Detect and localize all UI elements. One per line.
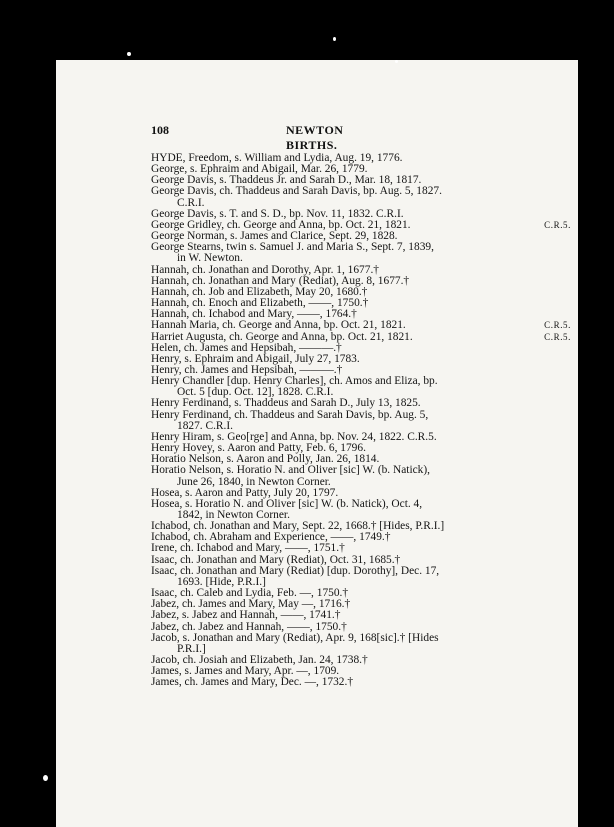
record-text: Hannah, ch. Jonathan and Mary (Rediat), Aug. 8, 1677.† (151, 274, 410, 287)
record-continuation: in W. Newton. (177, 252, 243, 265)
record-source: C.R.5. (544, 331, 571, 342)
record-entry (151, 566, 571, 588)
record-text: Hannah, ch. Jonathan and Dorothy, Apr. 1, 1677.† (151, 263, 379, 276)
record-text: George Davis, s. T. and S. D., bp. Nov. 11, 1832. C.R.I. (151, 207, 404, 220)
record-text: Henry, ch. James and Hepsibah, ———.† (151, 363, 343, 376)
scan-speck (43, 775, 48, 781)
record-continuation: 1827. C.R.I. (177, 419, 234, 432)
record-text: HYDE, Freedom, s. William and Lydia, Aug. 19, 1776. (151, 152, 403, 164)
record-source: C.R.5. (544, 219, 571, 230)
record-text: George Gridley, ch. George and Anna, bp. Oct. 21, 1821. (151, 218, 411, 231)
record-text: George Davis, ch. Thaddeus and Sarah Davis, bp. Aug. 5, 1827. (151, 185, 442, 198)
record-entry (151, 677, 571, 688)
record-text: Isaac, ch. Caleb and Lydia, Feb. —, 1750.† (151, 587, 349, 600)
birth-records-list (151, 153, 571, 689)
record-entry (151, 465, 571, 487)
record-text: George Davis, s. Thaddeus Jr. and Sarah D., Mar. 18, 1817. (151, 174, 422, 187)
record-text: Hannah Maria, ch. George and Anna, bp. Oct. 21, 1821. (151, 319, 406, 332)
record-entry (151, 499, 571, 521)
record-text: George, s. Ephraim and Abigail, Mar. 26, 1779. (151, 163, 368, 176)
record-entry (151, 633, 571, 655)
record-text: Henry Hovey, s. Aaron and Patty, Feb. 6, 1796. (151, 442, 366, 455)
record-text: Jacob, s. Jonathan and Mary (Rediat), Apr. 9, 168[sic].† [Hides (151, 631, 439, 644)
record-text: Hosea, s. Aaron and Patty, July 20, 1797. (151, 486, 339, 499)
record-text: Isaac, ch. Jonathan and Mary (Rediat), Oct. 31, 1685.† (151, 553, 401, 566)
record-text: Hosea, s. Horatio N. and Oliver [sic] W. (b. Natick), Oct. 4, (151, 497, 423, 510)
record-text: Jabez, ch. Jabez and Hannah, ——, 1750.† (151, 620, 347, 633)
scan-speck (127, 52, 131, 56)
record-entry (151, 242, 571, 264)
record-continuation: 1693. [Hide, P.R.I.] (177, 575, 266, 588)
document-page (56, 60, 578, 827)
record-text: Henry Chandler [dup. Henry Charles], ch. Amos and Eliza, bp. (151, 375, 438, 388)
record-entry (151, 410, 571, 432)
record-text: Isaac, ch. Jonathan and Mary (Rediat) [dup. Dorothy], Dec. 17, (151, 564, 440, 577)
record-entry (151, 320, 571, 331)
record-entry (151, 610, 571, 621)
record-continuation: 1842, in Newton Corner. (177, 509, 290, 521)
page-title: NEWTON BIRTHS. (286, 123, 344, 152)
record-text: Horatio Nelson, s. Horatio N. and Oliver [sic] W. (b. Natick), (151, 464, 431, 477)
record-continuation: Oct. 5 [dup. Oct. 12], 1828. C.R.I. (177, 386, 334, 399)
record-text: Harriet Augusta, ch. George and Anna, bp. Oct. 21, 1821. (151, 330, 413, 343)
record-text: Ichabod, ch. Jonathan and Mary, Sept. 22, 1668.† [Hides, P.R.I.] (151, 520, 445, 533)
record-text: Henry, s. Ephraim and Abigail, July 27, 1783. (151, 352, 360, 365)
record-text: Helen, ch. James and Hepsibah, ———.† (151, 341, 342, 354)
scan-speck (333, 37, 336, 41)
record-text: Henry Ferdinand, s. Thaddeus and Sarah D., July 13, 1825. (151, 397, 421, 410)
record-text: Jabez, ch. James and Mary, May —, 1716.† (151, 598, 351, 611)
record-entry (151, 332, 571, 343)
record-text: Hannah, ch. Enoch and Elizabeth, ——, 1750.† (151, 297, 369, 310)
record-text: James, ch. James and Mary, Dec. —, 1732.† (151, 676, 354, 689)
record-text: Jabez, s. Jabez and Hannah, ——, 1741.† (151, 609, 341, 622)
record-text: Henry Ferdinand, ch. Thaddeus and Sarah Davis, bp. Aug. 5, (151, 408, 429, 421)
record-text: Jacob, ch. Josiah and Elizabeth, Jan. 24, 1738.† (151, 654, 368, 667)
page-number: 108 (151, 123, 169, 137)
record-text: George Stearns, twin s. Samuel J. and Maria S., Sept. 7, 1839, (151, 241, 434, 254)
record-continuation: June 26, 1840, in Newton Corner. (177, 475, 331, 488)
record-source: C.R.5. (544, 320, 571, 331)
record-text: Henry Hiram, s. Geo[rge] and Anna, bp. Nov. 24, 1822. C.R.5. (151, 430, 437, 443)
record-text: Irene, ch. Ichabod and Mary, ——, 1751.† (151, 542, 345, 555)
record-entry (151, 186, 571, 208)
record-text: Horatio Nelson, s. Aaron and Polly, Jan. 26, 1814. (151, 453, 380, 466)
record-entry (151, 376, 571, 398)
record-text: James, s. James and Mary, Apr. —, 1709. (151, 665, 340, 678)
record-entry (151, 543, 571, 554)
record-continuation: P.R.I.] (177, 642, 206, 655)
record-text: George Norman, s. James and Clarice, Sept. 29, 1828. (151, 230, 398, 243)
record-entry (151, 398, 571, 409)
record-text: Hannah, ch. Job and Elizabeth, May 20, 1680.† (151, 285, 368, 298)
record-text: Ichabod, ch. Abraham and Experience, ——, 1749.† (151, 531, 391, 544)
record-text: Hannah, ch. Ichabod and Mary, ——, 1764.† (151, 308, 357, 321)
scan-speck (395, 60, 398, 63)
record-continuation: C.R.I. (177, 196, 205, 209)
